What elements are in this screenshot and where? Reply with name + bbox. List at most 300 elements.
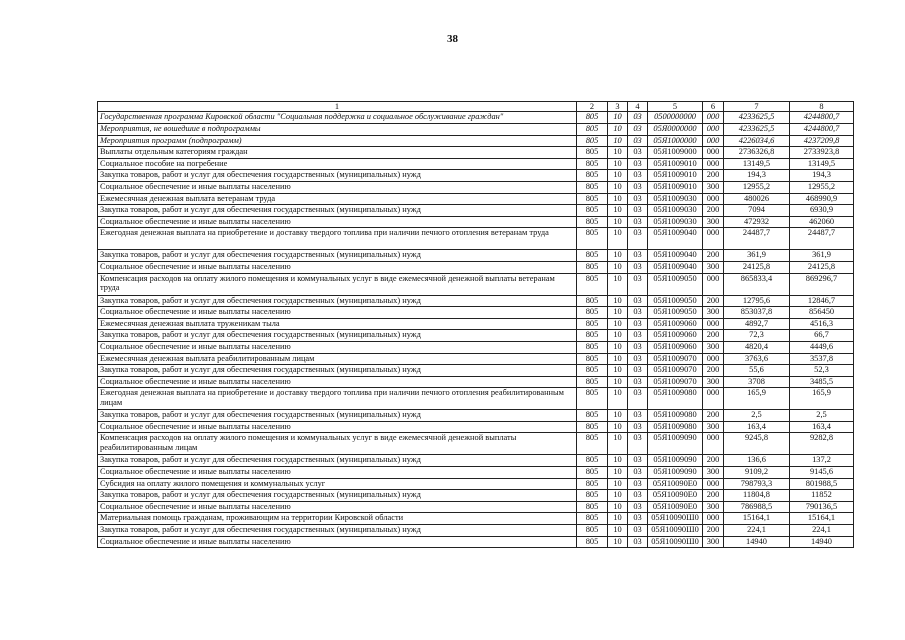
admin-code-cell: 805 xyxy=(577,467,608,479)
table-row xyxy=(98,261,854,273)
admin-code-cell: 805 xyxy=(577,181,608,193)
section-code-cell: 10 xyxy=(608,501,628,513)
amount-year2-cell: 14940 xyxy=(790,536,854,548)
row-name-cell: Социальное обеспечение и иные выплаты населению xyxy=(98,467,577,479)
section-code-cell: 10 xyxy=(608,158,628,170)
subsection-code-cell: 03 xyxy=(628,135,648,147)
target-article-cell: 05Я1009080 xyxy=(648,421,703,433)
admin-code-cell: 805 xyxy=(577,216,608,228)
expense-type-cell: 000 xyxy=(703,193,724,205)
subsection-code-cell: 03 xyxy=(628,250,648,262)
section-code-cell: 10 xyxy=(608,112,628,124)
table-row xyxy=(98,135,854,147)
amount-year1-cell: 3708 xyxy=(724,376,790,388)
admin-code-cell: 805 xyxy=(577,410,608,422)
section-code-cell: 10 xyxy=(608,478,628,490)
amount-year2-cell: 468990,9 xyxy=(790,193,854,205)
admin-code-cell: 805 xyxy=(577,433,608,455)
subsection-code-cell: 03 xyxy=(628,124,648,136)
amount-year2-cell: 790136,5 xyxy=(790,501,854,513)
column-header: 1 xyxy=(98,102,577,112)
expense-type-cell: 300 xyxy=(703,181,724,193)
amount-year1-cell: 4233625,5 xyxy=(724,124,790,136)
table-row xyxy=(98,388,854,410)
section-code-cell: 10 xyxy=(608,490,628,502)
table-row xyxy=(98,170,854,182)
amount-year2-cell: 3485,5 xyxy=(790,376,854,388)
amount-year2-cell: 4244800,7 xyxy=(790,124,854,136)
section-code-cell: 10 xyxy=(608,181,628,193)
amount-year2-cell: 2733923,8 xyxy=(790,147,854,159)
expense-type-cell: 000 xyxy=(703,433,724,455)
subsection-code-cell: 03 xyxy=(628,525,648,537)
section-code-cell: 10 xyxy=(608,216,628,228)
amount-year1-cell: 13149,5 xyxy=(724,158,790,170)
expense-type-cell: 000 xyxy=(703,124,724,136)
table-row xyxy=(98,330,854,342)
admin-code-cell: 805 xyxy=(577,353,608,365)
admin-code-cell: 805 xyxy=(577,388,608,410)
expense-type-cell: 200 xyxy=(703,490,724,502)
target-article-cell: 05Я10090Ш0 xyxy=(648,536,703,548)
admin-code-cell: 805 xyxy=(577,158,608,170)
admin-code-cell: 805 xyxy=(577,490,608,502)
admin-code-cell: 805 xyxy=(577,536,608,548)
table-row xyxy=(98,467,854,479)
amount-year1-cell: 4892,7 xyxy=(724,318,790,330)
table-row xyxy=(98,295,854,307)
row-name-cell: Ежемесячная денежная выплата труженикам тыла xyxy=(98,318,577,330)
expense-type-cell: 000 xyxy=(703,147,724,159)
expense-type-cell: 200 xyxy=(703,295,724,307)
amount-year2-cell: 869296,7 xyxy=(790,273,854,295)
amount-year1-cell: 9245,8 xyxy=(724,433,790,455)
admin-code-cell: 805 xyxy=(577,193,608,205)
admin-code-cell: 805 xyxy=(577,135,608,147)
target-article-cell: 05Я1009070 xyxy=(648,376,703,388)
section-code-cell: 10 xyxy=(608,353,628,365)
subsection-code-cell: 03 xyxy=(628,433,648,455)
subsection-code-cell: 03 xyxy=(628,490,648,502)
amount-year2-cell: 361,9 xyxy=(790,250,854,262)
amount-year1-cell: 7094 xyxy=(724,205,790,217)
table-row xyxy=(98,433,854,455)
target-article-cell: 05Я1009090 xyxy=(648,455,703,467)
section-code-cell: 10 xyxy=(608,228,628,250)
amount-year1-cell: 865833,4 xyxy=(724,273,790,295)
row-name-cell: Государственная программа Кировской области "Социальная поддержка и социальное обслуживание граждан" xyxy=(98,112,577,124)
subsection-code-cell: 03 xyxy=(628,147,648,159)
table-row xyxy=(98,205,854,217)
amount-year1-cell: 165,9 xyxy=(724,388,790,410)
section-code-cell: 10 xyxy=(608,376,628,388)
target-article-cell: 05Я1009060 xyxy=(648,341,703,353)
amount-year2-cell: 4244800,7 xyxy=(790,112,854,124)
target-article-cell: 05Я1009070 xyxy=(648,353,703,365)
target-article-cell: 05Я1009010 xyxy=(648,181,703,193)
admin-code-cell: 805 xyxy=(577,365,608,377)
column-header: 5 xyxy=(648,102,703,112)
subsection-code-cell: 03 xyxy=(628,330,648,342)
target-article-cell: 05Я10090Е0 xyxy=(648,490,703,502)
amount-year2-cell: 163,4 xyxy=(790,421,854,433)
admin-code-cell: 805 xyxy=(577,273,608,295)
admin-code-cell: 805 xyxy=(577,307,608,319)
row-name-cell: Ежегодная денежная выплата на приобретение и доставку твердого топлива при наличии печного отопления ветеранам труда xyxy=(98,228,577,250)
expense-type-cell: 000 xyxy=(703,228,724,250)
row-name-cell: Компенсация расходов на оплату жилого помещения и коммунальных услуг в виде ежемесячной денежной выплаты ветеранам труда xyxy=(98,273,577,295)
amount-year1-cell: 12795,6 xyxy=(724,295,790,307)
target-article-cell: 05Я1000000 xyxy=(648,135,703,147)
table-row xyxy=(98,536,854,548)
target-article-cell: 05Я10090Ш0 xyxy=(648,525,703,537)
target-article-cell: 05Я1009030 xyxy=(648,216,703,228)
table-row xyxy=(98,228,854,250)
amount-year1-cell: 72,3 xyxy=(724,330,790,342)
admin-code-cell: 805 xyxy=(577,330,608,342)
table-row xyxy=(98,525,854,537)
expense-type-cell: 000 xyxy=(703,273,724,295)
table-row xyxy=(98,421,854,433)
amount-year1-cell: 472932 xyxy=(724,216,790,228)
row-name-cell: Социальное обеспечение и иные выплаты населению xyxy=(98,341,577,353)
row-name-cell: Закупка товаров, работ и услуг для обеспечения государственных (муниципальных) нужд xyxy=(98,455,577,467)
section-code-cell: 10 xyxy=(608,467,628,479)
row-name-cell: Мероприятия, не вошедшие в подпрограммы xyxy=(98,124,577,136)
section-code-cell: 10 xyxy=(608,410,628,422)
row-name-cell: Социальное обеспечение и иные выплаты населению xyxy=(98,501,577,513)
row-name-cell: Социальное обеспечение и иные выплаты населению xyxy=(98,421,577,433)
expense-type-cell: 200 xyxy=(703,365,724,377)
column-header: 4 xyxy=(628,102,648,112)
amount-year1-cell: 2736326,8 xyxy=(724,147,790,159)
amount-year1-cell: 4233625,5 xyxy=(724,112,790,124)
admin-code-cell: 805 xyxy=(577,170,608,182)
section-code-cell: 10 xyxy=(608,170,628,182)
subsection-code-cell: 03 xyxy=(628,170,648,182)
expense-type-cell: 300 xyxy=(703,501,724,513)
amount-year2-cell: 11852 xyxy=(790,490,854,502)
amount-year2-cell: 3537,8 xyxy=(790,353,854,365)
section-code-cell: 10 xyxy=(608,250,628,262)
section-code-cell: 10 xyxy=(608,388,628,410)
expense-type-cell: 200 xyxy=(703,410,724,422)
admin-code-cell: 805 xyxy=(577,250,608,262)
target-article-cell: 05Я1009090 xyxy=(648,433,703,455)
table-row xyxy=(98,147,854,159)
expense-type-cell: 300 xyxy=(703,536,724,548)
amount-year2-cell: 801988,5 xyxy=(790,478,854,490)
amount-year2-cell: 12955,2 xyxy=(790,181,854,193)
amount-year2-cell: 856450 xyxy=(790,307,854,319)
amount-year1-cell: 361,9 xyxy=(724,250,790,262)
section-code-cell: 10 xyxy=(608,341,628,353)
expense-type-cell: 000 xyxy=(703,318,724,330)
target-article-cell: 05Я1009010 xyxy=(648,170,703,182)
amount-year2-cell: 165,9 xyxy=(790,388,854,410)
row-name-cell: Социальное обеспечение и иные выплаты населению xyxy=(98,307,577,319)
amount-year2-cell: 52,3 xyxy=(790,365,854,377)
row-name-cell: Выплаты отдельным категориям граждан xyxy=(98,147,577,159)
target-article-cell: 05Я1009090 xyxy=(648,467,703,479)
target-article-cell: 05Я1009030 xyxy=(648,193,703,205)
row-name-cell: Социальное пособие на погребение xyxy=(98,158,577,170)
section-code-cell: 10 xyxy=(608,261,628,273)
amount-year1-cell: 11804,8 xyxy=(724,490,790,502)
table-row xyxy=(98,273,854,295)
subsection-code-cell: 03 xyxy=(628,353,648,365)
section-code-cell: 10 xyxy=(608,318,628,330)
amount-year2-cell: 194,3 xyxy=(790,170,854,182)
table-row xyxy=(98,455,854,467)
expense-type-cell: 000 xyxy=(703,135,724,147)
admin-code-cell: 805 xyxy=(577,376,608,388)
section-code-cell: 10 xyxy=(608,536,628,548)
budget-table xyxy=(97,101,854,548)
admin-code-cell: 805 xyxy=(577,421,608,433)
admin-code-cell: 805 xyxy=(577,228,608,250)
admin-code-cell: 805 xyxy=(577,341,608,353)
row-name-cell: Социальное обеспечение и иные выплаты населению xyxy=(98,261,577,273)
target-article-cell: 05Я1009000 xyxy=(648,147,703,159)
column-header: 3 xyxy=(608,102,628,112)
table-row xyxy=(98,181,854,193)
subsection-code-cell: 03 xyxy=(628,205,648,217)
target-article-cell: 05Я1009050 xyxy=(648,307,703,319)
amount-year2-cell: 66,7 xyxy=(790,330,854,342)
expense-type-cell: 000 xyxy=(703,353,724,365)
admin-code-cell: 805 xyxy=(577,147,608,159)
admin-code-cell: 805 xyxy=(577,205,608,217)
table-row xyxy=(98,376,854,388)
amount-year1-cell: 4820,4 xyxy=(724,341,790,353)
expense-type-cell: 000 xyxy=(703,478,724,490)
admin-code-cell: 805 xyxy=(577,455,608,467)
row-name-cell: Социальное обеспечение и иные выплаты населению xyxy=(98,376,577,388)
column-header: 8 xyxy=(790,102,854,112)
expense-type-cell: 200 xyxy=(703,330,724,342)
amount-year2-cell: 15164,1 xyxy=(790,513,854,525)
row-name-cell: Закупка товаров, работ и услуг для обеспечения государственных (муниципальных) нужд xyxy=(98,525,577,537)
target-article-cell: 0500000000 xyxy=(648,112,703,124)
table-row xyxy=(98,216,854,228)
amount-year2-cell: 224,1 xyxy=(790,525,854,537)
subsection-code-cell: 03 xyxy=(628,410,648,422)
section-code-cell: 10 xyxy=(608,307,628,319)
subsection-code-cell: 03 xyxy=(628,307,648,319)
expense-type-cell: 200 xyxy=(703,250,724,262)
section-code-cell: 10 xyxy=(608,124,628,136)
page-number: 38 xyxy=(447,33,458,45)
amount-year2-cell: 137,2 xyxy=(790,455,854,467)
amount-year2-cell: 4449,6 xyxy=(790,341,854,353)
subsection-code-cell: 03 xyxy=(628,513,648,525)
row-name-cell: Социальное обеспечение и иные выплаты населению xyxy=(98,181,577,193)
amount-year2-cell: 13149,5 xyxy=(790,158,854,170)
amount-year2-cell: 9282,8 xyxy=(790,433,854,455)
amount-year1-cell: 12955,2 xyxy=(724,181,790,193)
row-name-cell: Закупка товаров, работ и услуг для обеспечения государственных (муниципальных) нужд xyxy=(98,490,577,502)
amount-year1-cell: 24487,7 xyxy=(724,228,790,250)
row-name-cell: Социальное обеспечение и иные выплаты населению xyxy=(98,536,577,548)
target-article-cell: 05Я10090Ш0 xyxy=(648,513,703,525)
table-row xyxy=(98,112,854,124)
subsection-code-cell: 03 xyxy=(628,501,648,513)
subsection-code-cell: 03 xyxy=(628,478,648,490)
section-code-cell: 10 xyxy=(608,421,628,433)
amount-year2-cell: 4237209,8 xyxy=(790,135,854,147)
amount-year1-cell: 480026 xyxy=(724,193,790,205)
admin-code-cell: 805 xyxy=(577,478,608,490)
admin-code-cell: 805 xyxy=(577,501,608,513)
subsection-code-cell: 03 xyxy=(628,318,648,330)
target-article-cell: 05Я10090Е0 xyxy=(648,501,703,513)
target-article-cell: 05Я1009060 xyxy=(648,318,703,330)
expense-type-cell: 200 xyxy=(703,205,724,217)
target-article-cell: 05Я1009080 xyxy=(648,410,703,422)
row-name-cell: Закупка товаров, работ и услуг для обеспечения государственных (муниципальных) нужд xyxy=(98,205,577,217)
amount-year1-cell: 163,4 xyxy=(724,421,790,433)
subsection-code-cell: 03 xyxy=(628,341,648,353)
table-row xyxy=(98,365,854,377)
amount-year1-cell: 798793,3 xyxy=(724,478,790,490)
target-article-cell: 05Я0000000 xyxy=(648,124,703,136)
amount-year2-cell: 2,5 xyxy=(790,410,854,422)
section-code-cell: 10 xyxy=(608,135,628,147)
table-row xyxy=(98,501,854,513)
table-header-row xyxy=(98,102,854,112)
subsection-code-cell: 03 xyxy=(628,388,648,410)
row-name-cell: Ежегодная денежная выплата на приобретение и доставку твердого топлива при наличии печного отопления реабилитированным лицам xyxy=(98,388,577,410)
row-name-cell: Закупка товаров, работ и услуг для обеспечения государственных (муниципальных) нужд xyxy=(98,295,577,307)
amount-year2-cell: 9145,6 xyxy=(790,467,854,479)
row-name-cell: Компенсация расходов на оплату жилого помещения и коммунальных услуг в виде ежемесячной денежной выплаты реабилитированным лицам xyxy=(98,433,577,455)
row-name-cell: Субсидия на оплату жилого помещения и коммунальных услуг xyxy=(98,478,577,490)
section-code-cell: 10 xyxy=(608,147,628,159)
expense-type-cell: 300 xyxy=(703,216,724,228)
table-row xyxy=(98,353,854,365)
row-name-cell: Мероприятия программ (подпрограмм) xyxy=(98,135,577,147)
target-article-cell: 05Я1009010 xyxy=(648,158,703,170)
row-name-cell: Закупка товаров, работ и услуг для обеспечения государственных (муниципальных) нужд xyxy=(98,365,577,377)
amount-year1-cell: 4226034,6 xyxy=(724,135,790,147)
target-article-cell: 05Я1009050 xyxy=(648,273,703,295)
section-code-cell: 10 xyxy=(608,525,628,537)
subsection-code-cell: 03 xyxy=(628,536,648,548)
subsection-code-cell: 03 xyxy=(628,421,648,433)
section-code-cell: 10 xyxy=(608,273,628,295)
amount-year1-cell: 14940 xyxy=(724,536,790,548)
amount-year1-cell: 15164,1 xyxy=(724,513,790,525)
column-header: 2 xyxy=(577,102,608,112)
expense-type-cell: 300 xyxy=(703,421,724,433)
subsection-code-cell: 03 xyxy=(628,376,648,388)
expense-type-cell: 000 xyxy=(703,158,724,170)
table-row xyxy=(98,158,854,170)
row-name-cell: Ежемесячная денежная выплата реабилитированным лицам xyxy=(98,353,577,365)
table-row xyxy=(98,478,854,490)
expense-type-cell: 000 xyxy=(703,513,724,525)
table-row xyxy=(98,513,854,525)
section-code-cell: 10 xyxy=(608,205,628,217)
admin-code-cell: 805 xyxy=(577,112,608,124)
row-name-cell: Социальное обеспечение и иные выплаты населению xyxy=(98,216,577,228)
subsection-code-cell: 03 xyxy=(628,295,648,307)
expense-type-cell: 000 xyxy=(703,112,724,124)
target-article-cell: 05Я1009030 xyxy=(648,205,703,217)
section-code-cell: 10 xyxy=(608,295,628,307)
amount-year1-cell: 2,5 xyxy=(724,410,790,422)
subsection-code-cell: 03 xyxy=(628,467,648,479)
amount-year2-cell: 462060 xyxy=(790,216,854,228)
subsection-code-cell: 03 xyxy=(628,193,648,205)
expense-type-cell: 300 xyxy=(703,376,724,388)
subsection-code-cell: 03 xyxy=(628,216,648,228)
target-article-cell: 05Я10090Е0 xyxy=(648,478,703,490)
target-article-cell: 05Я1009080 xyxy=(648,388,703,410)
table-row xyxy=(98,341,854,353)
amount-year2-cell: 24125,8 xyxy=(790,261,854,273)
subsection-code-cell: 03 xyxy=(628,228,648,250)
target-article-cell: 05Я1009060 xyxy=(648,330,703,342)
subsection-code-cell: 03 xyxy=(628,365,648,377)
budget-table-body xyxy=(98,102,854,548)
amount-year2-cell: 24487,7 xyxy=(790,228,854,250)
target-article-cell: 05Я1009070 xyxy=(648,365,703,377)
section-code-cell: 10 xyxy=(608,455,628,467)
amount-year1-cell: 24125,8 xyxy=(724,261,790,273)
amount-year1-cell: 3763,6 xyxy=(724,353,790,365)
section-code-cell: 10 xyxy=(608,513,628,525)
row-name-cell: Закупка товаров, работ и услуг для обеспечения государственных (муниципальных) нужд xyxy=(98,410,577,422)
subsection-code-cell: 03 xyxy=(628,261,648,273)
amount-year1-cell: 9109,2 xyxy=(724,467,790,479)
amount-year2-cell: 12846,7 xyxy=(790,295,854,307)
target-article-cell: 05Я1009040 xyxy=(648,261,703,273)
section-code-cell: 10 xyxy=(608,330,628,342)
table-row xyxy=(98,124,854,136)
expense-type-cell: 200 xyxy=(703,455,724,467)
row-name-cell: Закупка товаров, работ и услуг для обеспечения государственных (муниципальных) нужд xyxy=(98,170,577,182)
admin-code-cell: 805 xyxy=(577,295,608,307)
subsection-code-cell: 03 xyxy=(628,273,648,295)
target-article-cell: 05Я1009050 xyxy=(648,295,703,307)
table-row xyxy=(98,490,854,502)
amount-year1-cell: 194,3 xyxy=(724,170,790,182)
table-row xyxy=(98,307,854,319)
admin-code-cell: 805 xyxy=(577,124,608,136)
section-code-cell: 10 xyxy=(608,365,628,377)
amount-year1-cell: 224,1 xyxy=(724,525,790,537)
column-header: 7 xyxy=(724,102,790,112)
row-name-cell: Ежемесячная денежная выплата ветеранам труда xyxy=(98,193,577,205)
expense-type-cell: 200 xyxy=(703,525,724,537)
expense-type-cell: 300 xyxy=(703,307,724,319)
expense-type-cell: 000 xyxy=(703,388,724,410)
column-header: 6 xyxy=(703,102,724,112)
expense-type-cell: 200 xyxy=(703,170,724,182)
subsection-code-cell: 03 xyxy=(628,112,648,124)
table-row xyxy=(98,250,854,262)
expense-type-cell: 300 xyxy=(703,261,724,273)
admin-code-cell: 805 xyxy=(577,513,608,525)
table-row xyxy=(98,318,854,330)
admin-code-cell: 805 xyxy=(577,261,608,273)
amount-year2-cell: 6930,9 xyxy=(790,205,854,217)
amount-year1-cell: 786988,5 xyxy=(724,501,790,513)
subsection-code-cell: 03 xyxy=(628,181,648,193)
row-name-cell: Закупка товаров, работ и услуг для обеспечения государственных (муниципальных) нужд xyxy=(98,330,577,342)
